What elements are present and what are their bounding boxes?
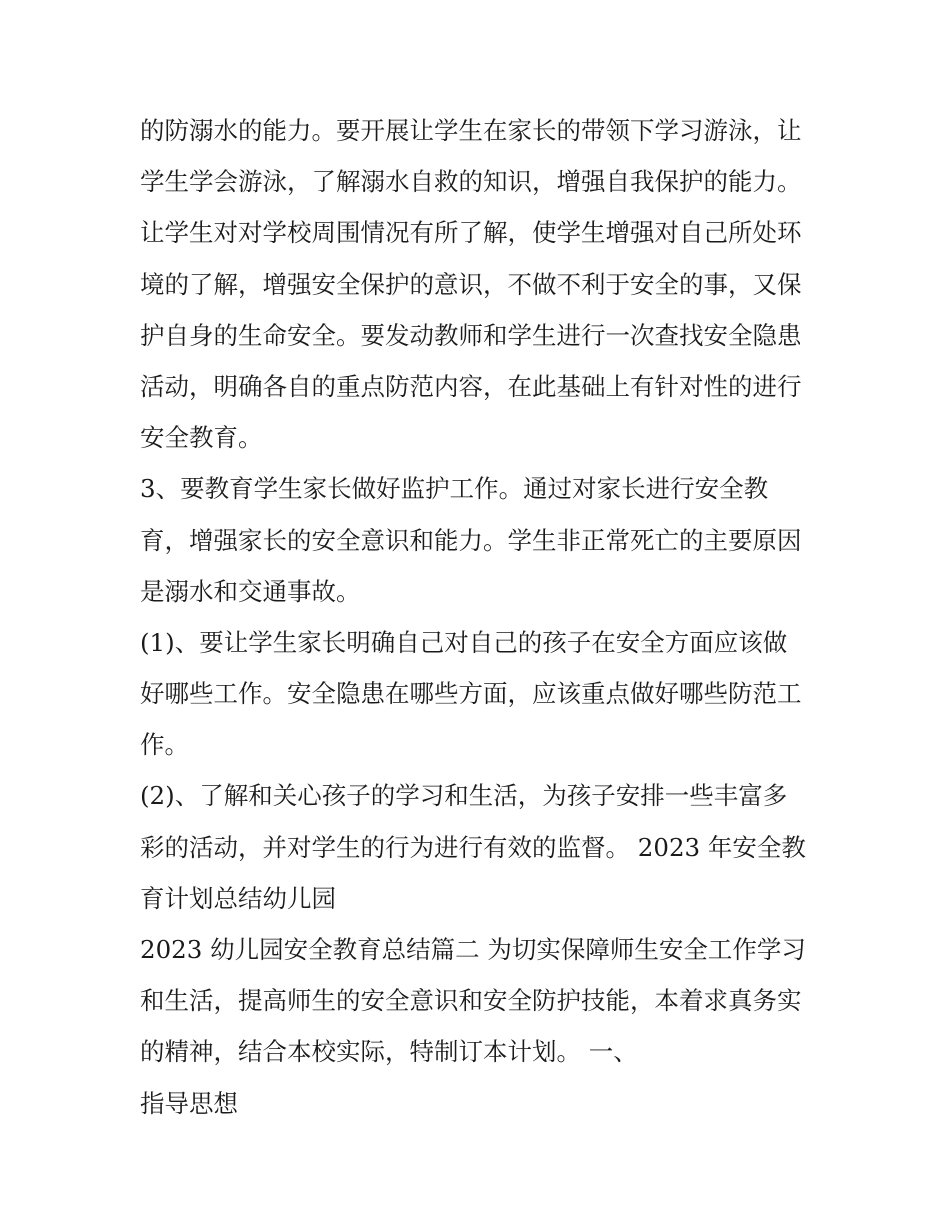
text-line: 指导思想 (140, 1088, 238, 1118)
text-line: 的防溺水的能力。要开展让学生在家长的带领下学习游泳，让 (140, 116, 802, 145)
text-line: 2023 幼儿园安全教育总结篇二 为切实保障师生安全工作学习 (140, 935, 806, 964)
text-line: (1)、要让学生家长明确自己对自己的孩子在安全方面应该做 (140, 627, 788, 657)
text-line: 育，增强家长的安全意识和能力。学生非正常死亡的主要原因 (140, 525, 802, 555)
text-line: 护自身的生命安全。要发动教师和学生进行一次查找安全隐患 (140, 320, 802, 350)
text-line: 和生活，提高师生的安全意识和安全防护技能，本着求真务实 (140, 986, 802, 1016)
document-body (140, 105, 830, 1129)
text-line: 是溺水和交通事故。 (140, 576, 361, 606)
text-line: 的精神，结合本校实际，特制订本计划。 一、 (140, 1037, 638, 1067)
text-line: 3、要教育学生家长做好监护工作。通过对家长进行安全教 (140, 474, 769, 504)
text-line: 安全教育。 (140, 423, 263, 453)
text-line: 育计划总结幼儿园 (140, 883, 336, 913)
text-line: (2)、了解和关心孩子的学习和生活，为孩子安排一些丰富多 (140, 781, 788, 811)
text-line: 彩的活动，并对学生的行为进行有效的监督。 2023 年安全教 (140, 832, 806, 862)
text-line: 学生学会游泳，了解溺水自救的知识，增强自我保护的能力。 (140, 167, 802, 197)
text-line: 作。 (140, 730, 189, 760)
text-line: 让学生对对学校周围情况有所了解，使学生增强对自己所处环 (140, 218, 802, 248)
text-line: 好哪些工作。安全隐患在哪些方面，应该重点做好哪些防范工 (140, 679, 802, 709)
text-line: 活动，明确各自的重点防范内容，在此基础上有针对性的进行 (140, 371, 802, 401)
text-line: 境的了解，增强安全保护的意识，不做不利于安全的事，又保 (140, 269, 802, 299)
